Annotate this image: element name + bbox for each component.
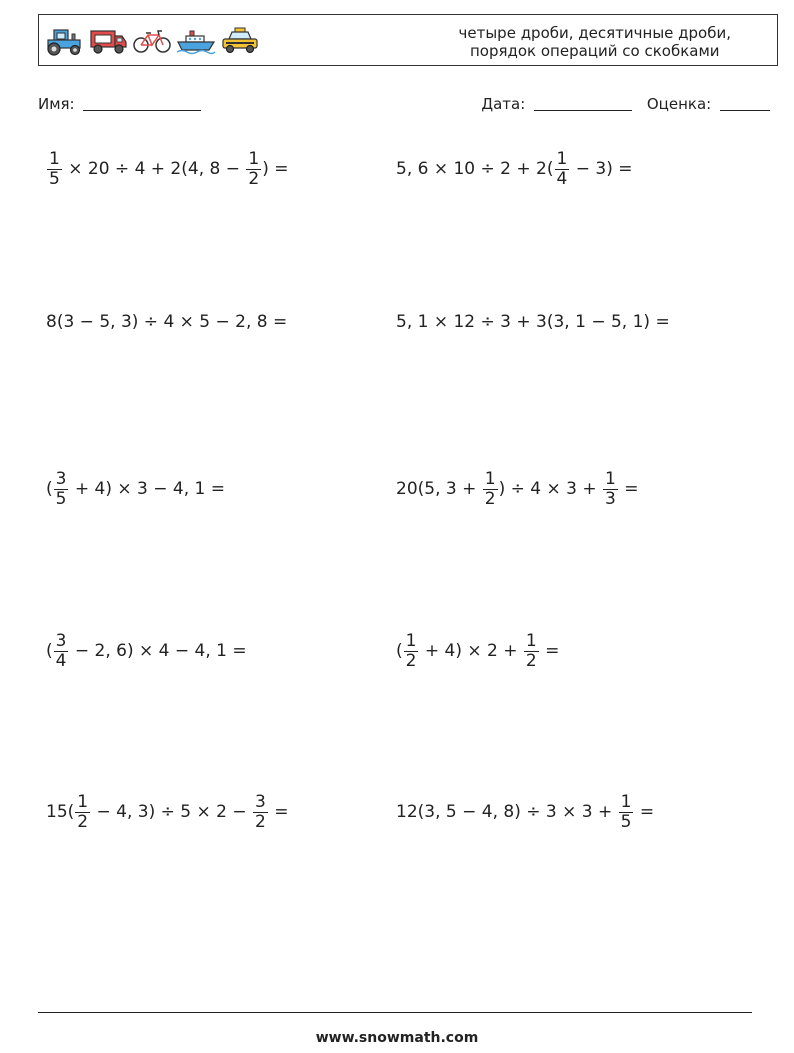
numerator: 3 bbox=[55, 468, 67, 489]
numerator: 1 bbox=[77, 791, 89, 812]
worksheet-title bbox=[459, 24, 732, 60]
problem-7 bbox=[46, 631, 247, 671]
expression-text: ( bbox=[46, 479, 53, 499]
denominator: 4 bbox=[55, 650, 67, 671]
problem-2 bbox=[396, 149, 632, 189]
fraction bbox=[524, 632, 539, 671]
numerator: 1 bbox=[525, 630, 537, 651]
denominator: 2 bbox=[484, 488, 496, 509]
fraction bbox=[54, 470, 69, 509]
header-icons bbox=[44, 24, 260, 58]
numerator: 1 bbox=[484, 468, 496, 489]
title-line-2: порядок операций со скобками bbox=[469, 42, 720, 60]
fraction bbox=[619, 793, 634, 832]
ship-icon bbox=[176, 26, 216, 56]
expression-text: 8(3 − 5, 3) ÷ 4 × 5 − 2, 8 = bbox=[46, 312, 288, 332]
date-blank[interactable] bbox=[534, 94, 632, 111]
name-label: Имя: bbox=[38, 95, 75, 113]
denominator: 2 bbox=[77, 811, 89, 832]
fraction bbox=[404, 632, 419, 671]
expression-text: ( bbox=[46, 641, 53, 661]
date-score-fields bbox=[481, 94, 770, 113]
numerator: 1 bbox=[620, 791, 632, 812]
title-line-1: четыре дроби, десятичные дроби, bbox=[458, 24, 731, 42]
footer-divider bbox=[38, 1012, 752, 1013]
numerator: 1 bbox=[605, 468, 616, 489]
fraction bbox=[246, 150, 261, 189]
expression-text: ( bbox=[396, 641, 403, 661]
expression-text: 20(5, 3 + bbox=[396, 479, 482, 499]
header-box bbox=[38, 14, 778, 66]
expression-text: × 20 ÷ 4 + 2(4, 8 − bbox=[62, 159, 246, 179]
expression-text: 15( bbox=[46, 802, 75, 822]
expression-text: ) ÷ 4 × 3 + bbox=[498, 479, 603, 499]
expression-text: + 4) × 3 − 4, 1 = bbox=[69, 479, 225, 499]
fraction bbox=[253, 793, 268, 832]
score-label: Оценка: bbox=[646, 95, 712, 113]
denominator: 5 bbox=[49, 168, 60, 189]
expression-text: ) = bbox=[262, 159, 289, 179]
problem-9 bbox=[46, 792, 289, 832]
numerator: 1 bbox=[405, 630, 417, 651]
denominator: 2 bbox=[248, 168, 260, 189]
expression-text: − 2, 6) × 4 − 4, 1 = bbox=[69, 641, 247, 661]
denominator: 5 bbox=[620, 811, 632, 832]
problem-6 bbox=[396, 469, 639, 509]
fraction bbox=[54, 632, 69, 671]
problem-8 bbox=[396, 631, 559, 671]
fraction bbox=[603, 470, 618, 509]
fraction bbox=[47, 150, 62, 189]
numerator: 3 bbox=[255, 791, 266, 812]
problem-3 bbox=[46, 302, 287, 342]
denominator: 3 bbox=[605, 488, 616, 509]
problem-4 bbox=[396, 302, 670, 342]
fraction bbox=[75, 793, 90, 832]
tractor-icon bbox=[44, 26, 84, 56]
name-field bbox=[38, 94, 201, 113]
fraction bbox=[555, 150, 570, 189]
problem-1 bbox=[46, 149, 288, 189]
expression-text: − 4, 3) ÷ 5 × 2 − bbox=[91, 802, 253, 822]
expression-text: = bbox=[539, 641, 560, 661]
footer-url: www.snowmath.com bbox=[315, 1030, 479, 1046]
numerator: 1 bbox=[49, 148, 60, 169]
numerator: 3 bbox=[55, 630, 67, 651]
denominator: 5 bbox=[55, 488, 67, 509]
numerator: 1 bbox=[248, 148, 260, 169]
fraction bbox=[483, 470, 498, 509]
denominator: 4 bbox=[556, 168, 568, 189]
expression-text: 5, 6 × 10 ÷ 2 + 2( bbox=[396, 159, 554, 179]
numerator: 1 bbox=[556, 148, 568, 169]
expression-text: + 4) × 2 + bbox=[419, 641, 523, 661]
denominator: 2 bbox=[525, 650, 537, 671]
denominator: 2 bbox=[255, 811, 266, 832]
expression-text: = bbox=[618, 479, 639, 499]
taxi-icon bbox=[220, 26, 260, 56]
name-blank[interactable] bbox=[83, 94, 201, 111]
expression-text: = bbox=[634, 802, 655, 822]
expression-text: = bbox=[268, 802, 289, 822]
score-blank[interactable] bbox=[720, 94, 770, 111]
expression-text: − 3) = bbox=[570, 159, 633, 179]
denominator: 2 bbox=[405, 650, 417, 671]
truck-icon bbox=[88, 26, 128, 56]
bicycle-icon bbox=[132, 26, 172, 56]
problem-5 bbox=[46, 469, 225, 509]
problem-10 bbox=[396, 792, 654, 832]
expression-text: 5, 1 × 12 ÷ 3 + 3(3, 1 − 5, 1) = bbox=[396, 312, 670, 332]
expression-text: 12(3, 5 − 4, 8) ÷ 3 × 3 + bbox=[396, 802, 618, 822]
date-label: Дата: bbox=[481, 95, 526, 113]
